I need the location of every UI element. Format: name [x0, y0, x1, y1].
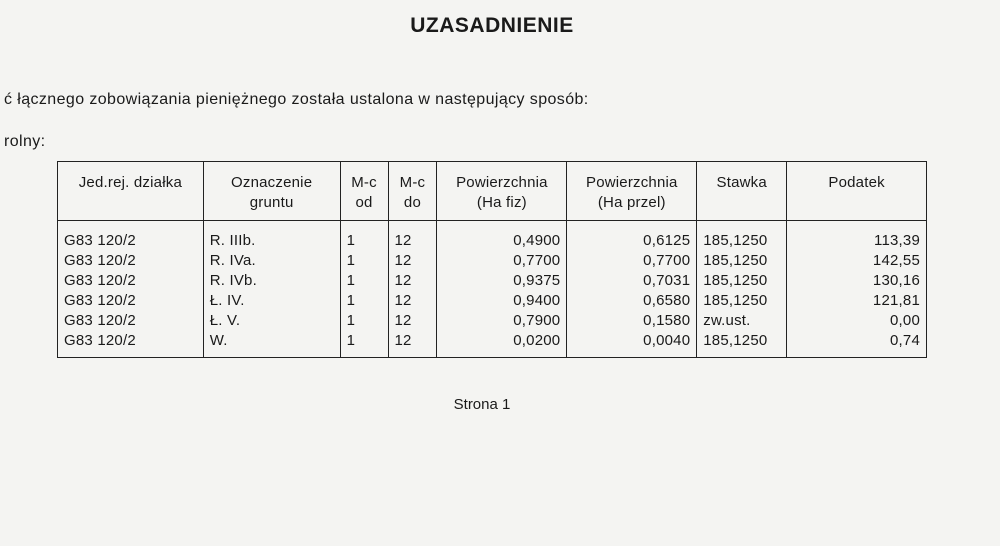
table-row: [58, 291, 927, 311]
header-area-converted: [567, 162, 697, 221]
cell-month-to: 12: [388, 331, 437, 358]
cell-month-from: 1: [340, 221, 388, 252]
cell-month-from: 1: [340, 311, 388, 331]
header-line: M-c: [399, 174, 426, 191]
cell-rate: zw.ust.: [697, 311, 787, 331]
cell-month-from: 1: [340, 251, 388, 271]
cell-area-physical: 0,7700: [437, 251, 567, 271]
cell-month-to: 12: [388, 251, 437, 271]
cell-month-from: 1: [340, 291, 388, 311]
document-title: [0, 14, 1000, 38]
cell-rate: 185,1250: [697, 221, 787, 252]
cell-month-from: 1: [340, 271, 388, 291]
header-line: Stawka: [716, 174, 767, 191]
cell-rate: 185,1250: [697, 331, 787, 358]
intro-text: ć łącznego zobowiązania pieniężnego została ustalona w następujący sposób:: [4, 91, 589, 108]
table-header-row: [58, 162, 927, 221]
header-line: do: [403, 194, 422, 211]
table-row: [58, 251, 927, 271]
header-line: (Ha przel): [597, 194, 666, 211]
cell-land-designation: R. IVa.: [203, 251, 340, 271]
cell-month-to: 12: [388, 271, 437, 291]
cell-tax: 121,81: [787, 291, 927, 311]
cell-area-converted: 0,6125: [567, 221, 697, 252]
cell-land-designation: W.: [203, 331, 340, 358]
cell-parcel: G83 120/2: [58, 221, 204, 252]
header-area-physical: [437, 162, 567, 221]
header-line: Powierzchnia: [456, 174, 548, 191]
section-label: rolny:: [4, 133, 46, 150]
cell-parcel: G83 120/2: [58, 291, 204, 311]
cell-month-from: 1: [340, 331, 388, 358]
cell-area-physical: 0,0200: [437, 331, 567, 358]
table-row: [58, 331, 927, 358]
cell-month-to: 12: [388, 291, 437, 311]
cell-parcel: G83 120/2: [58, 251, 204, 271]
cell-area-physical: 0,7900: [437, 311, 567, 331]
cell-land-designation: R. IVb.: [203, 271, 340, 291]
table-row: [58, 221, 927, 252]
cell-area-converted: 0,7031: [567, 271, 697, 291]
cell-parcel: G83 120/2: [58, 331, 204, 358]
cell-area-converted: 0,1580: [567, 311, 697, 331]
page-number: [0, 396, 1000, 413]
header-line: od: [355, 194, 373, 211]
cell-area-converted: 0,0040: [567, 331, 697, 358]
header-rate: [697, 162, 787, 221]
cell-tax: 0,74: [787, 331, 927, 358]
cell-tax: 130,16: [787, 271, 927, 291]
table-row: [58, 271, 927, 291]
header-line: Powierzchnia: [585, 174, 678, 191]
cell-area-physical: 0,9400: [437, 291, 567, 311]
header-month-to: [388, 162, 437, 221]
cell-area-physical: 0,9375: [437, 271, 567, 291]
cell-area-converted: 0,6580: [567, 291, 697, 311]
header-land-designation: [203, 162, 340, 221]
header-line: Oznaczenie: [231, 174, 313, 191]
header-line: M-c: [351, 174, 377, 191]
cell-land-designation: R. IIIb.: [203, 221, 340, 252]
cell-month-to: 12: [388, 311, 437, 331]
cell-rate: 185,1250: [697, 271, 787, 291]
table-row: [58, 311, 927, 331]
tax-table: [57, 161, 927, 358]
title-text: UZASADNIENIE: [410, 14, 574, 37]
header-line: gruntu: [249, 194, 294, 211]
cell-rate: 185,1250: [697, 251, 787, 271]
page-number-text: Strona 1: [453, 396, 511, 413]
cell-month-to: 12: [388, 221, 437, 252]
cell-parcel: G83 120/2: [58, 311, 204, 331]
cell-rate: 185,1250: [697, 291, 787, 311]
header-tax: [787, 162, 927, 221]
cell-tax: 113,39: [787, 221, 927, 252]
cell-area-physical: 0,4900: [437, 221, 567, 252]
cell-land-designation: Ł. IV.: [203, 291, 340, 311]
header-line: (Ha fiz): [476, 194, 527, 211]
cell-land-designation: Ł. V.: [203, 311, 340, 331]
cell-area-converted: 0,7700: [567, 251, 697, 271]
header-line: Podatek: [828, 174, 885, 191]
header-parcel: [58, 162, 204, 221]
header-month-from: [340, 162, 388, 221]
cell-tax: 142,55: [787, 251, 927, 271]
cell-parcel: G83 120/2: [58, 271, 204, 291]
cell-tax: 0,00: [787, 311, 927, 331]
header-line: Jed.rej. działka: [78, 174, 182, 191]
